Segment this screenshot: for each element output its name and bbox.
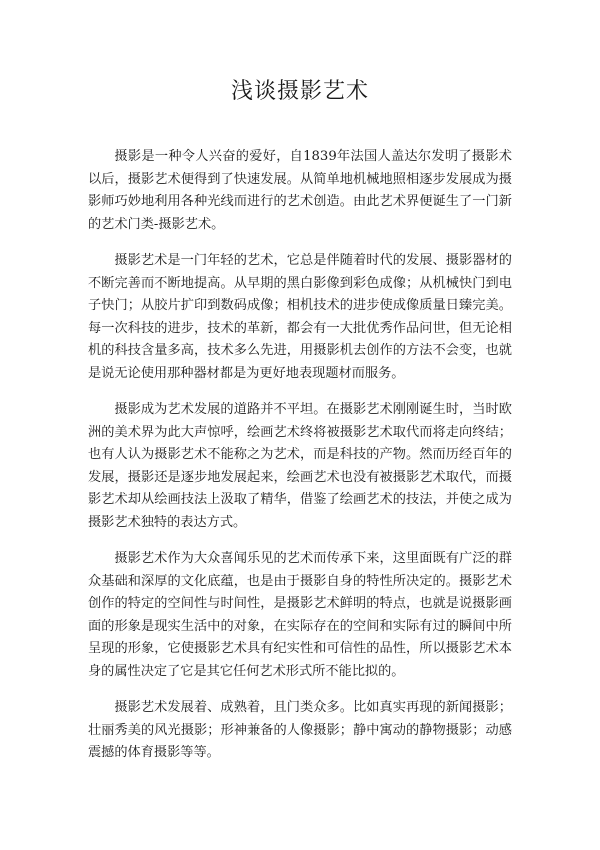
paragraph: 摄影艺术作为大众喜闻乐见的艺术而传承下来，这里面既有广泛的群众基础和深厚的文化底蕴，也是由于摄影自身的特性所决定的。摄影艺术创作的特定的空间性与时间性，是摄影艺术鲜明的特点，也就是说摄影画面的形象是现实生活中的对象，在实际存在的空间和实际有过的瞬间中所呈现的形象，它使摄影艺术具有纪实性和可信性的品性，所以摄影艺术本身的属性决定了它是其它任何艺术形式所不能比拟的。 [88,551,512,679]
paragraph: 摄影艺术是一门年轻的艺术，它总是伴随着时代的发展、摄影器材的不断完善而不断地提高。从早期的黑白影像到彩色成像；从机械快门到电子快门；从胶片扩印到数码成像；相机技术的进步使成像质量日臻完美。每一次科技的进步，技术的革新，都会有一大批优秀作品问世，但无论相机的科技含量多高，技术多么先进，用摄影机去创作的方法不会变，也就是说无论使用那种器材都是为更好地表现题材而服务。 [88,253,512,381]
paragraph: 摄影是一种令人兴奋的爱好，自1839年法国人盖达尔发明了摄影术以后，摄影艺术便得到了快速发展。从简单地机械地照相逐步发展成为摄影师巧妙地利用各种光线而进行的艺术创造。由此艺术界便诞生了一门新的艺术门类-摄影艺术。 [88,149,512,232]
paragraph: 摄影成为艺术发展的道路并不平坦。在摄影艺术刚刚诞生时，当时欧洲的美术界为此大声惊呼，绘画艺术终将被摄影艺术取代而将走向终结；也有人认为摄影艺术不能称之为艺术，而是科技的产物。然而历经百年的发展，摄影还是逐步地发展起来，绘画艺术也没有被摄影艺术取代，而摄影艺术却从绘画技法上汲取了精华，借鉴了绘画艺术的技法，并使之成为摄影艺术独特的表达方式。 [88,402,512,530]
paragraph: 摄影艺术发展着、成熟着，且门类众多。比如真实再现的新闻摄影；壮丽秀美的风光摄影；形神兼备的人像摄影；静中寓动的静物摄影；动感震撼的体育摄影等等。 [88,700,512,760]
document-body [88,146,512,765]
document-title: 浅谈摄影艺术 [230,79,369,104]
